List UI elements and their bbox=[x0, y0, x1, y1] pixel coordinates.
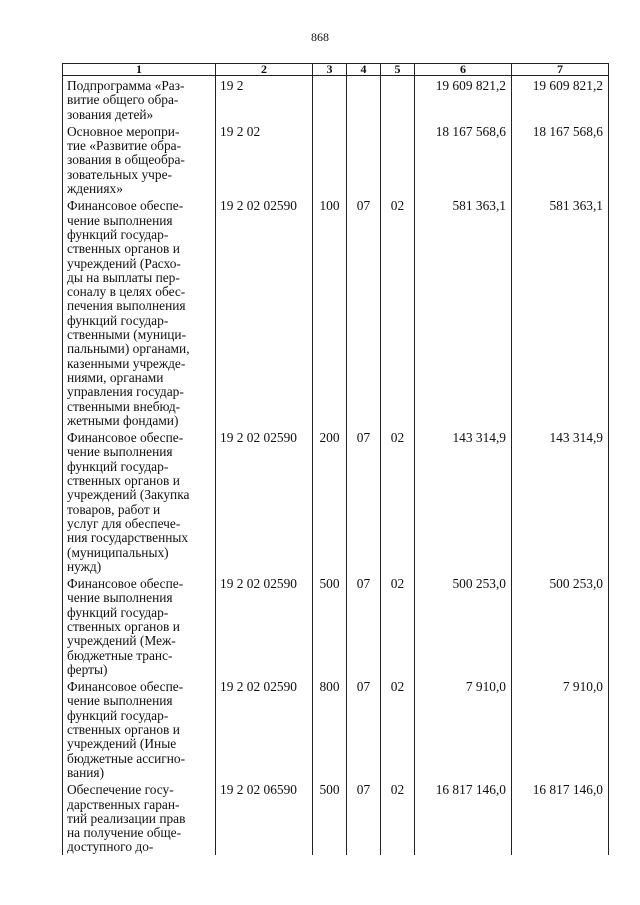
row-name-line: тие «Развитие обра- bbox=[67, 138, 182, 154]
row-rz-cell: 07 bbox=[347, 574, 381, 677]
row-name-line: (муниципальных) bbox=[67, 544, 169, 560]
row-pr-cell bbox=[381, 122, 415, 196]
row-amount-2-cell: 16 817 146,0 bbox=[512, 780, 609, 854]
row-name-line: учреждений (Иные bbox=[67, 736, 177, 752]
row-code-cell: 19 2 02 02590 bbox=[216, 428, 313, 574]
row-name-line: вания) bbox=[67, 764, 105, 780]
row-pr-cell: 02 bbox=[381, 677, 415, 780]
row-name-cell bbox=[63, 677, 216, 780]
row-name-line: ственных органов и bbox=[67, 473, 180, 489]
row-code-cell: 19 2 02 bbox=[216, 122, 313, 196]
row-name-line: функций государ- bbox=[67, 458, 169, 474]
header-col-5: 5 bbox=[381, 64, 415, 76]
row-code-cell: 19 2 02 02590 bbox=[216, 196, 313, 428]
row-name-line: ственными внебюд- bbox=[67, 398, 181, 414]
row-amount-1-cell: 18 167 568,6 bbox=[415, 122, 512, 196]
row-code-cell: 19 2 02 06590 bbox=[216, 780, 313, 854]
row-code-cell: 19 2 02 02590 bbox=[216, 574, 313, 677]
row-name-line: услуг для обеспече- bbox=[67, 515, 181, 531]
row-rz-cell: 07 bbox=[347, 428, 381, 574]
row-name-line: Подпрограмма «Раз- bbox=[67, 78, 185, 93]
row-name-line: доступного до- bbox=[67, 839, 154, 855]
row-name-line: нужд) bbox=[67, 558, 102, 574]
row-vr-cell: 200 bbox=[313, 428, 347, 574]
row-vr-cell bbox=[313, 76, 347, 122]
row-name-cell bbox=[63, 574, 216, 677]
table-row bbox=[63, 122, 609, 196]
header-row bbox=[63, 64, 609, 76]
row-vr-cell: 800 bbox=[313, 677, 347, 780]
row-rz-cell: 07 bbox=[347, 677, 381, 780]
row-name-line: Финансовое обеспе- bbox=[67, 679, 184, 695]
row-name-line: пальными) органами, bbox=[67, 341, 190, 357]
row-amount-1-cell: 581 363,1 bbox=[415, 196, 512, 428]
row-amount-2-cell: 7 910,0 bbox=[512, 677, 609, 780]
row-name-line: ственных органов и bbox=[67, 618, 180, 634]
row-name-line: ственных органов и bbox=[67, 722, 180, 738]
header-col-3: 3 bbox=[313, 64, 347, 76]
row-name-line: чение выполнения bbox=[67, 693, 173, 709]
row-name-line: ственными (муници- bbox=[67, 327, 187, 343]
row-vr-cell bbox=[313, 122, 347, 196]
row-name-line: витие общего обра- bbox=[67, 92, 179, 108]
row-name-line: учреждений (Расхо- bbox=[67, 255, 181, 271]
row-name-line: на получение обще- bbox=[67, 825, 182, 841]
row-amount-1-cell: 143 314,9 bbox=[415, 428, 512, 574]
row-name-line: ния государственных bbox=[67, 530, 189, 546]
row-name-line: соналу в целях обес- bbox=[67, 284, 186, 300]
row-pr-cell: 02 bbox=[381, 196, 415, 428]
row-code-cell: 19 2 02 02590 bbox=[216, 677, 313, 780]
row-pr-cell bbox=[381, 76, 415, 122]
row-amount-2-cell: 19 609 821,2 bbox=[512, 76, 609, 122]
row-name-line: Основное меропри- bbox=[67, 123, 180, 139]
row-name-line: жетными фондами) bbox=[67, 412, 179, 428]
row-amount-2-cell: 581 363,1 bbox=[512, 196, 609, 428]
header-col-6: 6 bbox=[415, 64, 512, 76]
row-vr-cell: 100 bbox=[313, 196, 347, 428]
row-rz-cell: 07 bbox=[347, 196, 381, 428]
row-pr-cell: 02 bbox=[381, 428, 415, 574]
row-amount-1-cell: 500 253,0 bbox=[415, 574, 512, 677]
row-name-line: товаров, работ и bbox=[67, 501, 161, 517]
row-rz-cell bbox=[347, 76, 381, 122]
page-number: 868 bbox=[311, 30, 329, 44]
row-name-line: управления государ- bbox=[67, 384, 184, 400]
row-name-line: функций государ- bbox=[67, 604, 169, 620]
row-name-line: ферты) bbox=[67, 661, 108, 677]
table-row bbox=[63, 574, 609, 677]
row-name-line: зования в общеобра- bbox=[67, 152, 185, 168]
header-col-1: 1 bbox=[63, 64, 216, 76]
row-name-line: зования детей» bbox=[67, 106, 154, 122]
row-name-line: функций государ- bbox=[67, 312, 169, 328]
row-rz-cell: 07 bbox=[347, 780, 381, 854]
table-row bbox=[63, 428, 609, 574]
row-name-cell bbox=[63, 122, 216, 196]
row-name-line: Обеспечение госу- bbox=[67, 782, 174, 798]
row-name-line: зовательных учре- bbox=[67, 166, 172, 182]
row-name-line: ственных органов и bbox=[67, 241, 180, 257]
row-name-line: казенными учрежде- bbox=[67, 355, 186, 371]
row-amount-2-cell: 143 314,9 bbox=[512, 428, 609, 574]
row-name-line: учреждений (Закупка bbox=[67, 487, 190, 503]
row-name-line: печения выполнения bbox=[67, 298, 186, 314]
row-name-line: ниями, органами bbox=[67, 369, 164, 385]
row-code-cell: 19 2 bbox=[216, 76, 313, 122]
row-name-line: функций государ- bbox=[67, 707, 169, 723]
header-col-4: 4 bbox=[347, 64, 381, 76]
table-row bbox=[63, 76, 609, 122]
table-row bbox=[63, 780, 609, 854]
row-name-cell bbox=[63, 780, 216, 854]
table-body bbox=[63, 76, 609, 855]
row-name-cell bbox=[63, 428, 216, 574]
row-name-line: Финансовое обеспе- bbox=[67, 430, 184, 446]
row-name-line: Финансовое обеспе- bbox=[67, 576, 184, 592]
row-name-line: ды на выплаты пер- bbox=[67, 269, 180, 285]
row-name-line: функций государ- bbox=[67, 226, 169, 242]
row-name-line: бюджетные ассигно- bbox=[67, 750, 186, 766]
row-rz-cell bbox=[347, 122, 381, 196]
row-name-cell bbox=[63, 76, 216, 122]
row-pr-cell: 02 bbox=[381, 574, 415, 677]
row-amount-1-cell: 7 910,0 bbox=[415, 677, 512, 780]
row-amount-1-cell: 16 817 146,0 bbox=[415, 780, 512, 854]
row-name-line: тий реализации прав bbox=[67, 810, 186, 826]
table-row bbox=[63, 677, 609, 780]
row-vr-cell: 500 bbox=[313, 780, 347, 854]
budget-table bbox=[62, 63, 609, 855]
row-name-line: Финансовое обеспе- bbox=[67, 198, 184, 214]
row-name-line: чение выполнения bbox=[67, 212, 173, 228]
row-pr-cell: 02 bbox=[381, 780, 415, 854]
row-name-line: учреждений (Меж- bbox=[67, 633, 176, 649]
row-name-line: бюджетные транс- bbox=[67, 647, 173, 663]
row-name-line: дарственных гаран- bbox=[67, 796, 180, 812]
table-row bbox=[63, 196, 609, 428]
header-col-7: 7 bbox=[512, 64, 609, 76]
row-name-cell bbox=[63, 196, 216, 428]
row-name-line: ждениях» bbox=[67, 181, 123, 197]
row-amount-2-cell: 18 167 568,6 bbox=[512, 122, 609, 196]
row-name-line: чение выполнения bbox=[67, 444, 173, 460]
header-col-2: 2 bbox=[216, 64, 313, 76]
row-name-line: чение выполнения bbox=[67, 590, 173, 606]
row-vr-cell: 500 bbox=[313, 574, 347, 677]
row-amount-2-cell: 500 253,0 bbox=[512, 574, 609, 677]
row-amount-1-cell: 19 609 821,2 bbox=[415, 76, 512, 122]
